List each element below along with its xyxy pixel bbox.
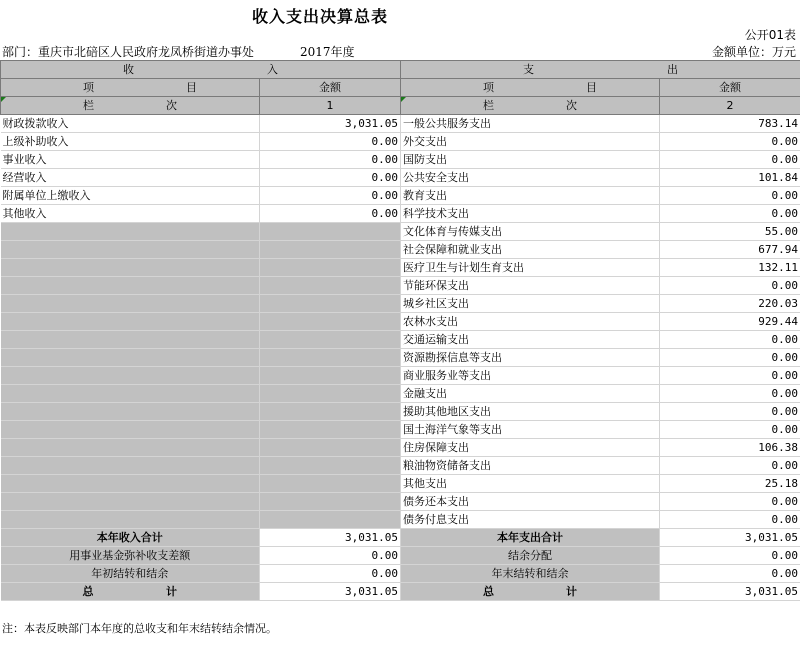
expense-item-label: 交通运输支出 — [401, 331, 660, 349]
table-row — [1, 475, 800, 493]
income-item-amount — [260, 331, 401, 349]
expense-item-label: 医疗卫生与计划生育支出 — [401, 259, 660, 277]
expense-item-amount: 0.00 — [660, 421, 800, 439]
table-row — [1, 385, 800, 403]
income-item-label — [1, 277, 260, 295]
expense-item-amount: 101.84 — [660, 169, 800, 187]
income-item-label — [1, 403, 260, 421]
expense-column-index: 2 — [660, 97, 800, 115]
income-item-label — [1, 421, 260, 439]
year-income-total-value: 3,031.05 — [260, 529, 401, 547]
income-item-label — [1, 223, 260, 241]
table-row — [1, 439, 800, 457]
income-item-amount: 0.00 — [260, 169, 401, 187]
end-carryover-value: 0.00 — [660, 565, 800, 583]
year-expense-total-value: 3,031.05 — [660, 529, 800, 547]
income-item-amount — [260, 421, 401, 439]
expense-item-amount: 0.00 — [660, 151, 800, 169]
table-row — [1, 223, 800, 241]
expense-item-amount: 132.11 — [660, 259, 800, 277]
table-row — [1, 169, 800, 187]
income-item-amount — [260, 385, 401, 403]
distribution-label: 结余分配 — [401, 547, 660, 565]
table-row — [1, 403, 800, 421]
expense-item-label: 国土海洋气象等支出 — [401, 421, 660, 439]
income-item-amount — [260, 277, 401, 295]
expense-item-amount: 0.00 — [660, 133, 800, 151]
table-row — [1, 331, 800, 349]
expense-item-amount: 0.00 — [660, 511, 800, 529]
table-row — [1, 493, 800, 511]
income-item-label: 事业收入 — [1, 151, 260, 169]
department-label: 部门：重庆市北碚区人民政府龙凤桥街道办事处 — [2, 45, 255, 59]
expense-item-amount: 0.00 — [660, 493, 800, 511]
income-item-amount — [260, 223, 401, 241]
grand-total-expense-label: 总 计 — [401, 583, 660, 601]
expense-item-amount: 0.00 — [660, 331, 800, 349]
income-item-amount: 0.00 — [260, 133, 401, 151]
income-item-header: 项 目 — [1, 79, 260, 97]
expense-item-amount: 0.00 — [660, 205, 800, 223]
table-row — [1, 115, 800, 133]
fund-value: 0.00 — [260, 547, 401, 565]
income-item-amount: 0.00 — [260, 151, 401, 169]
expense-item-amount: 220.03 — [660, 295, 800, 313]
expense-item-label: 住房保障支出 — [401, 439, 660, 457]
expense-item-amount: 0.00 — [660, 349, 800, 367]
grand-total-expense-value: 3,031.05 — [660, 583, 800, 601]
income-item-label — [1, 493, 260, 511]
income-item-amount — [260, 367, 401, 385]
carryover-row — [1, 565, 800, 583]
income-item-label: 经营收入 — [1, 169, 260, 187]
income-item-amount — [260, 511, 401, 529]
table-row — [1, 421, 800, 439]
income-item-label — [1, 385, 260, 403]
income-item-label — [1, 511, 260, 529]
income-item-label: 其他收入 — [1, 205, 260, 223]
expense-item-amount: 783.14 — [660, 115, 800, 133]
expense-item-label: 债务付息支出 — [401, 511, 660, 529]
fiscal-year: 2017年度 — [300, 45, 355, 59]
expense-item-amount: 0.00 — [660, 277, 800, 295]
expense-item-label: 援助其他地区支出 — [401, 403, 660, 421]
expense-item-label: 公共安全支出 — [401, 169, 660, 187]
income-item-label — [1, 313, 260, 331]
income-item-label — [1, 241, 260, 259]
income-item-label — [1, 439, 260, 457]
begin-carryover-label: 年初结转和结余 — [1, 565, 260, 583]
table-row — [1, 133, 800, 151]
year-income-total-label: 本年收入合计 — [1, 529, 260, 547]
expense-item-label: 科学技术支出 — [401, 205, 660, 223]
income-header-char-2: 入 — [267, 63, 278, 76]
table-row — [1, 511, 800, 529]
grand-total-row — [1, 583, 800, 601]
income-item-label — [1, 331, 260, 349]
expense-item-label: 外交支出 — [401, 133, 660, 151]
expense-item-label: 金融支出 — [401, 385, 660, 403]
expense-item-label: 粮油物资储备支出 — [401, 457, 660, 475]
expense-item-label: 一般公共服务支出 — [401, 115, 660, 133]
table-row — [1, 313, 800, 331]
header-row-section — [1, 61, 800, 79]
expense-item-amount: 0.00 — [660, 385, 800, 403]
header-row-columns — [1, 79, 800, 97]
grand-total-income-value: 3,031.05 — [260, 583, 401, 601]
income-header-char-1: 收 — [123, 63, 134, 76]
income-item-amount — [260, 259, 401, 277]
expense-item-amount: 0.00 — [660, 367, 800, 385]
expense-item-label: 国防支出 — [401, 151, 660, 169]
expense-item-label: 社会保障和就业支出 — [401, 241, 660, 259]
income-item-label — [1, 367, 260, 385]
table-row — [1, 151, 800, 169]
table-row — [1, 259, 800, 277]
fund-row — [1, 547, 800, 565]
income-item-label — [1, 475, 260, 493]
fund-label: 用事业基金弥补收支差额 — [1, 547, 260, 565]
income-item-amount: 0.00 — [260, 187, 401, 205]
year-expense-total-label: 本年支出合计 — [401, 529, 660, 547]
grand-total-income-label: 总 计 — [1, 583, 260, 601]
expense-amount-header: 金额 — [660, 79, 800, 97]
table-row — [1, 295, 800, 313]
expense-item-amount: 25.18 — [660, 475, 800, 493]
income-item-amount — [260, 313, 401, 331]
expense-item-amount: 677.94 — [660, 241, 800, 259]
income-item-amount — [260, 439, 401, 457]
expense-item-header: 项 目 — [401, 79, 660, 97]
expense-item-amount: 0.00 — [660, 457, 800, 475]
income-item-label: 附属单位上缴收入 — [1, 187, 260, 205]
income-item-amount — [260, 349, 401, 367]
table-row — [1, 205, 800, 223]
form-number: 公开01表 — [744, 28, 796, 42]
expense-item-label: 商业服务业等支出 — [401, 367, 660, 385]
expense-item-amount: 106.38 — [660, 439, 800, 457]
income-item-amount — [260, 295, 401, 313]
table-row — [1, 241, 800, 259]
income-amount-header: 金额 — [260, 79, 401, 97]
report-title: 收入支出决算总表 — [251, 7, 388, 26]
income-item-label — [1, 259, 260, 277]
expense-item-label: 农林水支出 — [401, 313, 660, 331]
income-item-label — [1, 349, 260, 367]
income-item-amount — [260, 475, 401, 493]
expense-item-label: 其他支出 — [401, 475, 660, 493]
expense-item-label: 债务还本支出 — [401, 493, 660, 511]
income-item-label: 上级补助收入 — [1, 133, 260, 151]
table-row — [1, 277, 800, 295]
expense-item-label: 文化体育与传媒支出 — [401, 223, 660, 241]
income-item-amount: 3,031.05 — [260, 115, 401, 133]
distribution-value: 0.00 — [660, 547, 800, 565]
income-item-label — [1, 295, 260, 313]
expense-header-char-1: 支 — [523, 63, 534, 76]
amount-unit: 金额单位：万元 — [711, 45, 796, 59]
expense-item-label: 节能环保支出 — [401, 277, 660, 295]
header-row-column-index — [1, 97, 800, 115]
income-section-header — [1, 61, 401, 79]
income-item-amount: 0.00 — [260, 205, 401, 223]
income-item-amount — [260, 403, 401, 421]
income-column-index: 1 — [260, 97, 401, 115]
expense-column-index-label: 栏 次 — [401, 97, 660, 115]
expense-item-amount: 55.00 — [660, 223, 800, 241]
income-item-amount — [260, 241, 401, 259]
expense-item-amount: 0.00 — [660, 403, 800, 421]
income-expense-table — [0, 60, 800, 601]
expense-item-label: 城乡社区支出 — [401, 295, 660, 313]
expense-section-header — [401, 61, 800, 79]
expense-header-char-2: 出 — [667, 63, 678, 76]
income-item-label — [1, 457, 260, 475]
income-item-amount — [260, 493, 401, 511]
expense-item-amount: 0.00 — [660, 187, 800, 205]
table-row — [1, 187, 800, 205]
expense-item-amount: 929.44 — [660, 313, 800, 331]
year-total-row — [1, 529, 800, 547]
end-carryover-label: 年末结转和结余 — [401, 565, 660, 583]
footnote: 注：本表反映部门本年度的总收支和年末结转结余情况。 — [2, 622, 277, 635]
table-row — [1, 349, 800, 367]
income-item-label: 财政拨款收入 — [1, 115, 260, 133]
income-item-amount — [260, 457, 401, 475]
expense-item-label: 教育支出 — [401, 187, 660, 205]
table-row — [1, 367, 800, 385]
begin-carryover-value: 0.00 — [260, 565, 401, 583]
income-column-index-label: 栏 次 — [1, 97, 260, 115]
table-row — [1, 457, 800, 475]
expense-item-label: 资源勘探信息等支出 — [401, 349, 660, 367]
